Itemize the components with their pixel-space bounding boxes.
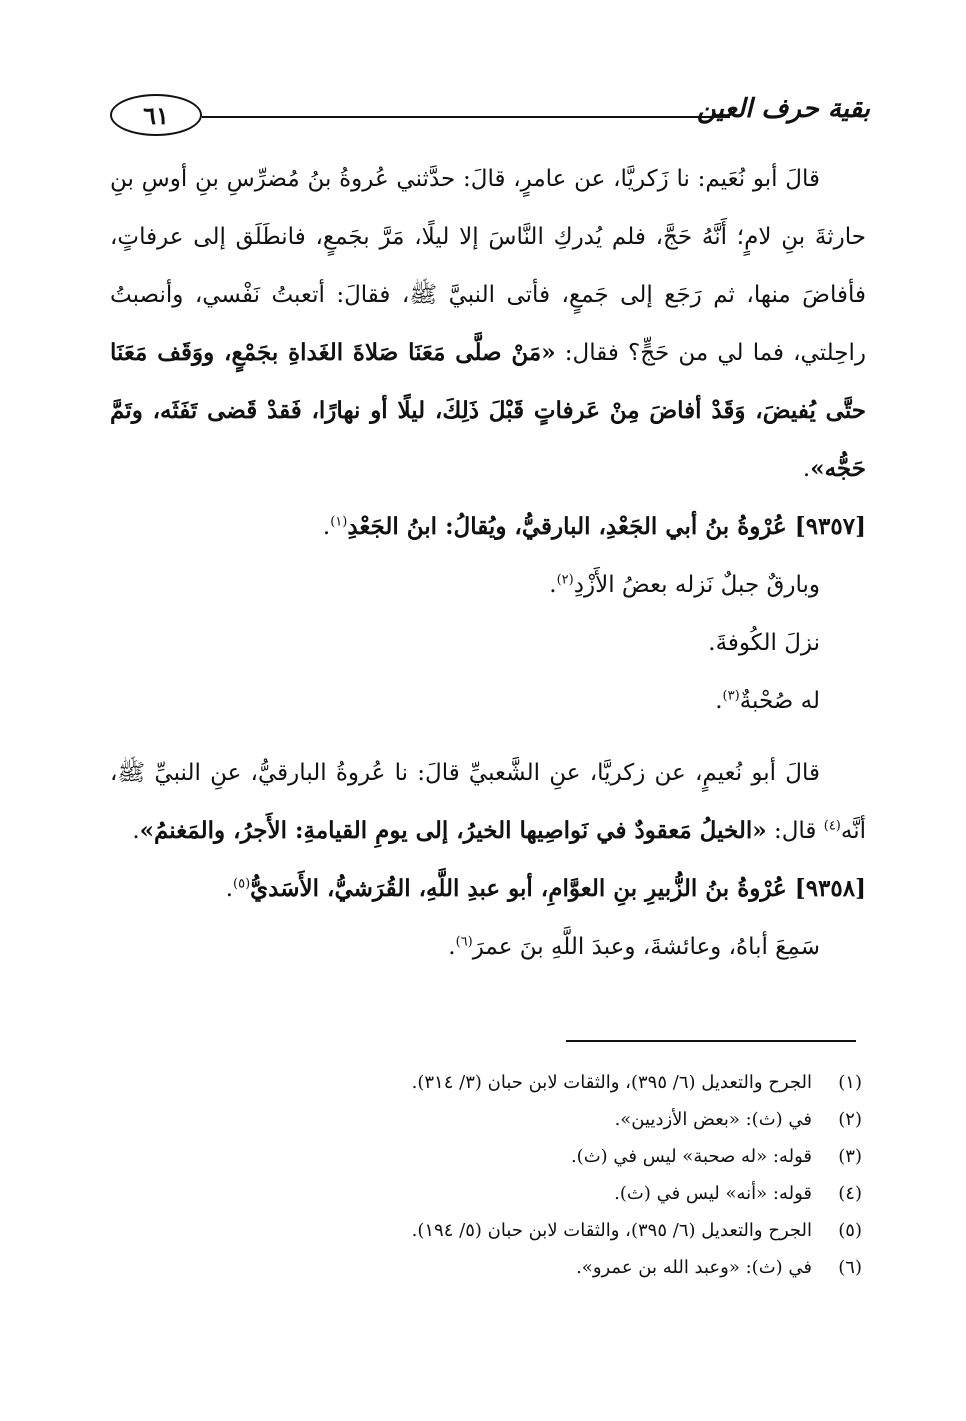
footnote-ref-5: (٥) <box>233 876 251 892</box>
footnote-number: (١) <box>838 1072 862 1093</box>
main-text <box>110 150 866 976</box>
footnote-number: (٥) <box>838 1220 862 1241</box>
footnote-number: (٤) <box>838 1183 862 1204</box>
page-header <box>110 92 870 142</box>
header-rule <box>202 116 730 118</box>
footnote-item <box>102 1138 862 1175</box>
footnote-ref-2: (٢) <box>556 572 574 588</box>
hadith-2-end: . <box>132 818 140 844</box>
hadith-1-quote: «مَنْ صلَّى مَعَنَا صَلاةَ الغَداةِ بجَمْعٍ، ووَقَف مَعَنَا حتَّى يُفيضَ، وَقَدْ أفاضَ مِنْ عَرفاتٍ قَبْلَ ذَلِكَ، ليلًا أو نهارًا، فَقدْ قَضى تَفَثَه، وتَمَّ حَجُّه» <box>110 339 866 482</box>
footnote-ref-1: (١) <box>330 514 348 530</box>
footnote-ref-6: (٦) <box>455 934 473 950</box>
footnote-item <box>102 1064 862 1101</box>
entry-9358-end: . <box>225 876 234 902</box>
spacer <box>110 730 866 744</box>
page-number-frame <box>110 94 202 136</box>
entry-9358-line-1 <box>110 918 866 976</box>
footnote-number: (٢) <box>838 1109 862 1130</box>
entry-9357-title: عُرْوةُ بنُ أبي الجَعْدِ، البارقيُّ، ويُقالُ: ابنُ الجَعْدِ <box>347 513 795 540</box>
footnote-item <box>102 1249 862 1286</box>
footnote-text: قوله: «له صحبة» ليس في (ث). <box>570 1146 812 1167</box>
footnote-item <box>102 1212 862 1249</box>
hadith-2-text: قالَ أبو نُعيمٍ، عن زكريَّا، عنِ الشَّعبيِّ قالَ: نا عُروةُ البارقيُّ، عنِ النبيِّ ﷺ، أنَّه <box>110 760 866 844</box>
entry-9357-line-1 <box>110 556 866 614</box>
entry-9358-line-1-end: . <box>448 934 456 960</box>
footnote-number: (٦) <box>838 1257 862 1278</box>
entry-9357-line-1-text: وبارقٌ جبلٌ نَزله بعضُ الأَزْدِ <box>573 572 820 598</box>
entry-9357-end: . <box>322 514 331 540</box>
entry-9357-line-2: نزلَ الكُوفةَ. <box>708 630 820 656</box>
paragraph-hadith-1 <box>110 150 866 498</box>
entry-9357-number: [٩٣٥٧] <box>794 513 866 540</box>
entry-9358-line-1-text: سَمِعَ أباهُ، وعائشةَ، وعبدَ اللَّهِ بنَ عمرَ <box>472 934 820 960</box>
page-number: ٦١ <box>143 100 169 130</box>
hadith-2-mid: قال: <box>766 818 824 844</box>
entry-9358-title: عُرْوةُ بنُ الزُّبيرِ بنِ العوَّامِ، أبو عبدِ اللَّهِ، القُرَشيُّ، الأَسَديُّ <box>250 875 795 902</box>
footnote-rule <box>566 1040 856 1042</box>
footnote-number: (٣) <box>838 1146 862 1167</box>
footnote-ref-3: (٣) <box>722 688 740 704</box>
footnote-text: الجرح والتعديل (٦/ ٣٩٥)، والثقات لابن حبان (٣/ ٣١٤). <box>411 1072 812 1093</box>
footnotes <box>102 1064 862 1286</box>
entry-9358-heading <box>110 860 866 918</box>
entry-9358-number: [٩٣٥٨] <box>794 875 866 902</box>
entry-9357-line-3-text: له صُحْبةٌ <box>739 688 820 714</box>
hadith-1-text: قالَ أبو نُعَيم: نا زَكريَّا، عن عامرٍ، قالَ: حدَّثني عُروةُ بنُ مُضرِّسِ بنِ أوسِ بنِ حارثةَ بنِ لامٍ؛ أَنَّهُ حَجَّ، فلم يُدركِ النَّاسَ إلا ليلًا، مَرَّ بجَمعٍ، فانطَلَق إلى عرفاتٍ، فأفاضَ منها، ثم رَجَع إلى جَمعٍ، فأتى النبيَّ ﷺ، فقالَ: أتعبتُ نَفْسي، وأنصبتُ راحِلتي، فما لي من حَجٍّ؟ فقال: <box>110 166 866 366</box>
paragraph-hadith-2 <box>110 744 866 860</box>
entry-9357-heading <box>110 498 866 556</box>
hadith-2-quote: «الخيلُ مَعقودٌ في نَواصِيها الخيرُ، إلى يومِ القيامةِ: الأَجرُ، والمَغنمُ» <box>139 817 767 844</box>
footnote-text: قوله: «أنه» ليس في (ث). <box>614 1183 812 1204</box>
footnote-item <box>102 1175 862 1212</box>
entry-9357-line-1-end: . <box>549 572 557 598</box>
footnote-text: في (ث): «بعض الأزديين». <box>614 1109 812 1130</box>
footnote-ref-4: (٤) <box>823 818 841 834</box>
entry-9357-line-3-end: . <box>715 688 723 714</box>
footnote-item <box>102 1101 862 1138</box>
running-title: بقية حرف العين <box>697 94 870 124</box>
footnote-text: الجرح والتعديل (٦/ ٣٩٥)، والثقات لابن حبان (٥/ ١٩٤). <box>411 1220 812 1241</box>
hadith-1-end: . <box>802 456 811 482</box>
footnote-text: في (ث): «وعبد الله بن عمرو». <box>576 1257 812 1278</box>
entry-9357-line-3 <box>110 672 866 730</box>
